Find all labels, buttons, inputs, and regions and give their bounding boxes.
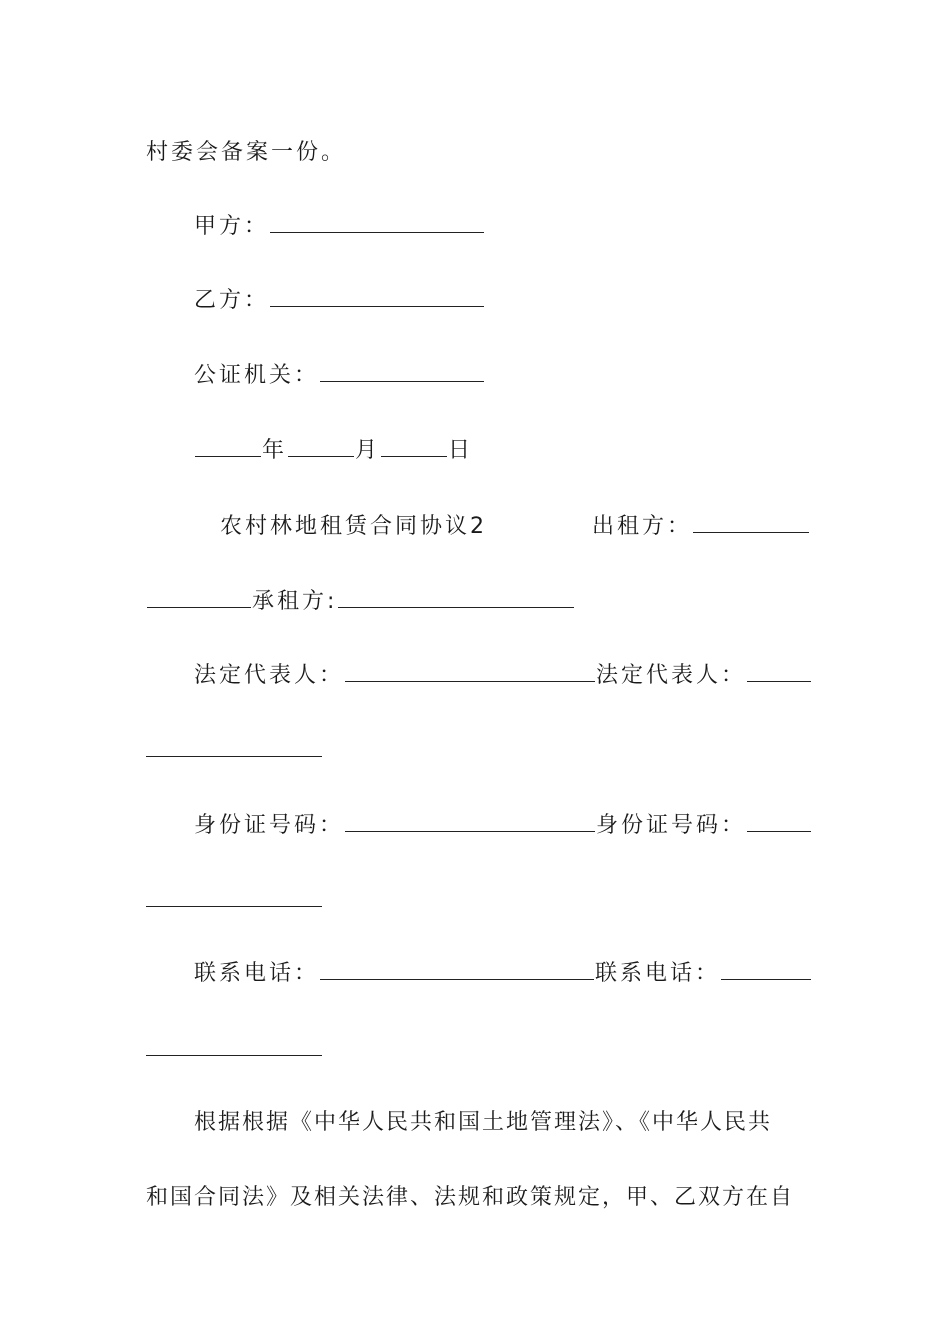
date-row (194, 436, 473, 466)
phone-blank-lessee-cont (146, 1055, 322, 1056)
lessor-label: 出租方： (592, 514, 693, 539)
id-label-lessor: 身份证号码： (194, 813, 345, 838)
month-label: 月 (355, 438, 381, 463)
lessee-blank (338, 589, 574, 608)
paragraph-line-2 (146, 1183, 794, 1213)
day-label: 日 (448, 438, 474, 463)
year-blank (195, 438, 261, 457)
id-blank-lessee-cont (146, 906, 322, 907)
phone-row (194, 959, 812, 989)
title-2 (220, 512, 487, 542)
legal-rep-blank-lessee (747, 663, 811, 682)
lessee-row (146, 587, 575, 617)
party-a-label: 甲方： (194, 214, 270, 239)
phone-label-lessor: 联系电话： (194, 961, 320, 986)
document-title: 农村林地租赁合同协议2 (220, 514, 487, 539)
notary-label: 公证机关： (194, 363, 320, 388)
id-row (194, 811, 812, 841)
phone-blank-lessee (721, 961, 811, 980)
paragraph-text-1: 根据根据《中华人民共和国土地管理法》、《中华人民共 (194, 1110, 773, 1135)
filing-text: 村委会备案一份。 (146, 140, 347, 165)
id-blank-lessor (345, 813, 595, 832)
lessor-row (592, 512, 810, 542)
phone-blank-lessor (320, 961, 594, 980)
id-label-lessee: 身份证号码： (596, 813, 747, 838)
day-blank (381, 438, 447, 457)
phone-label-lessee: 联系电话： (595, 961, 721, 986)
id-blank-lessee (747, 813, 811, 832)
month-blank (288, 438, 354, 457)
party-a-row (194, 212, 485, 242)
legal-rep-label-lessee: 法定代表人： (596, 663, 747, 688)
lessor-blank-cont (147, 589, 251, 608)
legal-rep-blank-lessee-cont (146, 756, 322, 757)
notary-row (194, 361, 485, 391)
paragraph-line-1 (194, 1108, 772, 1138)
legal-rep-label-lessor: 法定代表人： (194, 663, 345, 688)
legal-rep-row (194, 661, 812, 691)
text-line-filing (146, 138, 346, 168)
party-a-blank (270, 214, 484, 233)
legal-rep-blank-lessor (345, 663, 595, 682)
party-b-blank (270, 288, 484, 307)
party-b-label: 乙方： (194, 288, 270, 313)
notary-blank (320, 363, 484, 382)
party-b-row (194, 286, 485, 316)
year-label: 年 (262, 438, 288, 463)
lessee-label: 承租方: (252, 589, 338, 614)
lessor-blank (693, 514, 809, 533)
paragraph-text-2: 和国合同法》及相关法律、法规和政策规定，甲、乙双方在自 (146, 1185, 795, 1210)
